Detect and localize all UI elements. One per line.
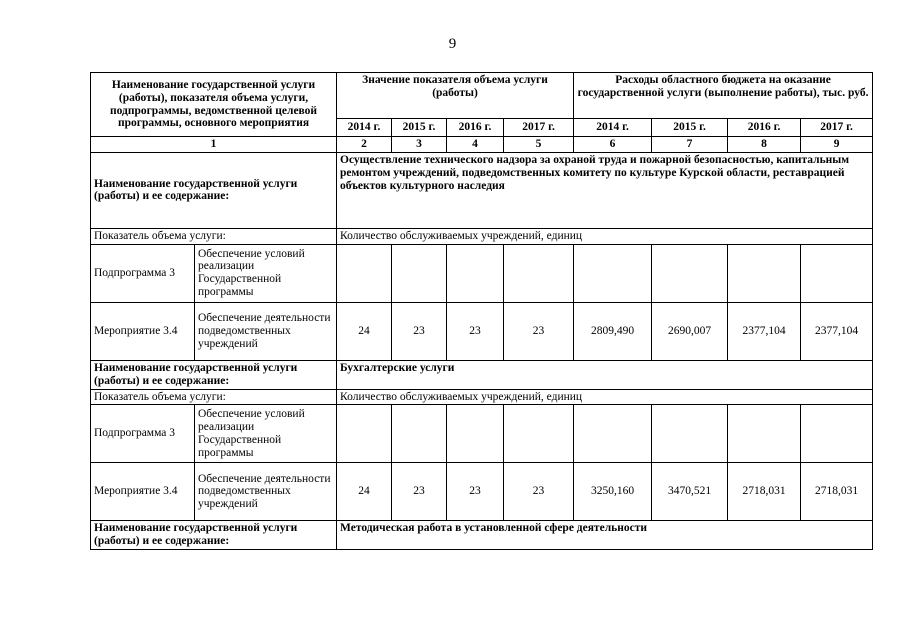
column-number: 4	[447, 137, 504, 153]
service-row	[91, 521, 873, 550]
empty-cell	[728, 244, 801, 302]
column-number: 3	[392, 137, 447, 153]
year-header: 2015 г.	[652, 119, 728, 137]
subprogram-label: Подпрограмма 3	[91, 244, 195, 302]
indicator-label: Показатель объема услуги:	[91, 389, 337, 405]
volume-value: 23	[504, 302, 574, 360]
volume-value: 23	[392, 302, 447, 360]
header-expense: Расходы областного бюджета на оказание государственной услуги (выполнение работы), тыс. руб.	[574, 73, 873, 119]
measure-label: Мероприятие 3.4	[91, 463, 195, 521]
service-name: Бухгалтерские услуги	[337, 360, 873, 389]
year-header: 2017 г.	[504, 119, 574, 137]
subprogram-name: Обеспечение условий реализации Государственной программы	[195, 244, 337, 302]
service-label: Наименование государственной услуги (работы) и ее содержание:	[91, 360, 337, 389]
volume-value: 23	[504, 463, 574, 521]
empty-cell	[652, 405, 728, 463]
expense-value: 3250,160	[574, 463, 652, 521]
empty-cell	[801, 244, 873, 302]
year-header: 2015 г.	[392, 119, 447, 137]
empty-cell	[392, 405, 447, 463]
subprogram-row	[91, 405, 873, 463]
service-label: Наименование государственной услуги (работы) и ее содержание:	[91, 521, 337, 550]
empty-cell	[447, 244, 504, 302]
empty-cell	[728, 405, 801, 463]
service-name: Осуществление технического надзора за охраной труда и пожарной безопасностью, капитальным ремонтом учреждений, подведомственных комитету по культуре Курской области, реставрацией объектов культурного наследия	[337, 152, 873, 228]
expense-value: 2718,031	[801, 463, 873, 521]
year-header: 2014 г.	[574, 119, 652, 137]
expense-value: 2718,031	[728, 463, 801, 521]
service-row	[91, 152, 873, 228]
expense-value: 3470,521	[652, 463, 728, 521]
column-number: 1	[91, 137, 337, 153]
expense-value: 2690,007	[652, 302, 728, 360]
measure-name: Обеспечение деятельности подведомственных учреждений	[195, 463, 337, 521]
volume-value: 23	[447, 302, 504, 360]
empty-cell	[801, 405, 873, 463]
volume-value: 23	[392, 463, 447, 521]
service-row	[91, 360, 873, 389]
column-number: 7	[652, 137, 728, 153]
expense-value: 2377,104	[728, 302, 801, 360]
year-header: 2016 г.	[728, 119, 801, 137]
empty-cell	[574, 244, 652, 302]
empty-cell	[392, 244, 447, 302]
subprogram-name: Обеспечение условий реализации Государственной программы	[195, 405, 337, 463]
measure-name: Обеспечение деятельности подведомственных учреждений	[195, 302, 337, 360]
column-number: 5	[504, 137, 574, 153]
volume-value: 24	[337, 463, 392, 521]
expense-value: 2809,490	[574, 302, 652, 360]
year-header: 2017 г.	[801, 119, 873, 137]
column-number: 2	[337, 137, 392, 153]
volume-value: 24	[337, 302, 392, 360]
empty-cell	[574, 405, 652, 463]
subprogram-label: Подпрограмма 3	[91, 405, 195, 463]
services-table	[90, 72, 873, 550]
volume-value: 23	[447, 463, 504, 521]
page-number: 9	[448, 36, 457, 52]
indicator-label: Показатель объема услуги:	[91, 228, 337, 244]
service-name: Методическая работа в установленной сфере деятельности	[337, 521, 873, 550]
header-volume: Значение показателя объема услуги (работы)	[337, 73, 574, 119]
empty-cell	[337, 405, 392, 463]
service-label: Наименование государственной услуги (работы) и ее содержание:	[91, 152, 337, 228]
indicator-value: Количество обслуживаемых учреждений, единиц	[337, 389, 873, 405]
column-numbers-row	[91, 137, 873, 153]
year-header: 2016 г.	[447, 119, 504, 137]
header-col1: Наименование государственной услуги (работы), показателя объема услуги, подпрограммы, ведомственной целевой программы, основного мероприятия	[91, 73, 337, 137]
empty-cell	[504, 244, 574, 302]
empty-cell	[504, 405, 574, 463]
year-header: 2014 г.	[337, 119, 392, 137]
indicator-row	[91, 228, 873, 244]
column-number: 9	[801, 137, 873, 153]
column-number: 6	[574, 137, 652, 153]
header-row	[91, 73, 873, 119]
measure-row	[91, 463, 873, 521]
indicator-row	[91, 389, 873, 405]
measure-row	[91, 302, 873, 360]
column-number: 8	[728, 137, 801, 153]
measure-label: Мероприятие 3.4	[91, 302, 195, 360]
indicator-value: Количество обслуживаемых учреждений, единиц	[337, 228, 873, 244]
expense-value: 2377,104	[801, 302, 873, 360]
subprogram-row	[91, 244, 873, 302]
empty-cell	[652, 244, 728, 302]
empty-cell	[337, 244, 392, 302]
empty-cell	[447, 405, 504, 463]
